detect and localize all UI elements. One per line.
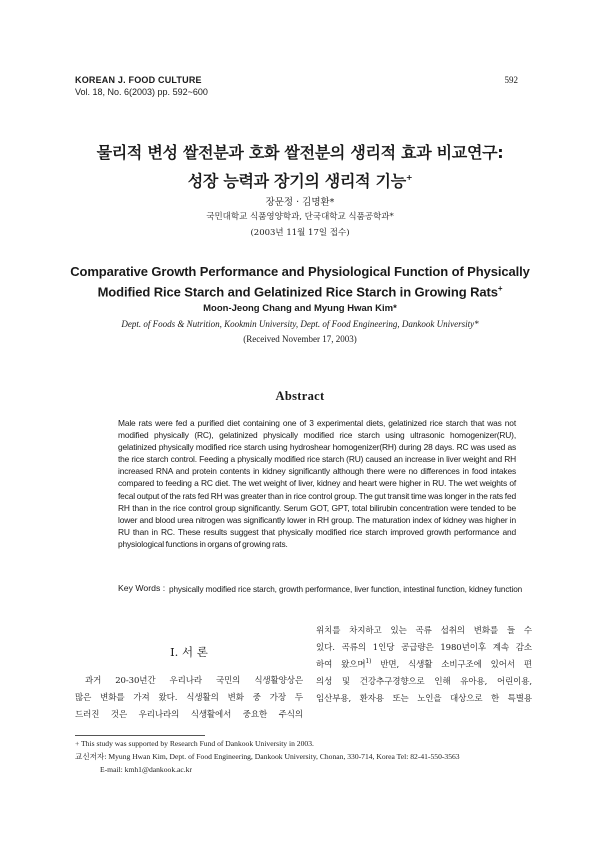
korean-received-date: (2003년 11월 17일 접수)	[250, 228, 350, 238]
footnote-funding: + This study was supported by Research Fund of Dankook University in 2003.	[75, 739, 314, 748]
english-title-mark: +	[497, 284, 503, 293]
english-title-line-2-text: Modified Rice Starch and Gelatinized Rice Starch in Growing Rats	[97, 284, 498, 300]
intro-left-column	[75, 673, 303, 724]
journal-name: KOREAN J. FOOD CULTURE	[75, 75, 202, 85]
volume-info: Vol. 18, No. 6(2003) pp. 592~600	[75, 87, 208, 97]
korean-affiliation: 국민대학교 식품영양학과, 단국대학교 식품공학과*	[206, 212, 394, 222]
english-title	[0, 263, 600, 300]
intro-right-line-part: 하여 왔으며	[316, 660, 366, 670]
page-number: 592	[504, 75, 518, 85]
intro-left-line: 드러진 것은 우리나라의 식생활에서 중요한 주식의	[75, 710, 303, 720]
english-title-line-1: Comparative Growth Performance and Physiological Function of Physically	[70, 264, 530, 279]
english-title-line-2	[0, 280, 600, 300]
abstract-heading: Abstract	[275, 389, 325, 403]
korean-title-mark: +	[405, 173, 413, 182]
footnote-divider	[75, 735, 205, 736]
intro-left-line: 많은 변화를 가져 왔다. 식생활의 변화 중 가장 두	[75, 693, 303, 703]
footnote-email: E-mail: kmh1@dankook.ac.kr	[100, 765, 192, 774]
intro-right-column	[316, 623, 532, 708]
citation-ref: 1)	[365, 658, 372, 666]
section-heading-introduction: I. 서 론	[170, 645, 208, 659]
intro-right-line-part: 반면, 식생활 소비구조에 있어서 편	[371, 660, 532, 670]
english-affiliation: Dept. of Foods & Nutrition, Kookmin University, Dept. of Food Engineering, Dankook University*	[121, 319, 479, 329]
korean-title-line-2-text: 성장 능력과 장기의 생리적 기능	[187, 171, 406, 191]
keywords-label: Key Words :	[118, 583, 166, 593]
abstract-text: Male rats were fed a purified diet containing one of 3 experimental diets, gelatinized rice starch that was not modified physically (RC), gelatinized physically modified rice starch using ultrasonic homogenizer(RU), gelatinized physically modified rice starch using hydroshear homogenizer(RH) during 28 days. RC was used as the rice starch control. Feeding a physically modified rice starch (RU) caused an increase in liver weight and RH increased RNA and protein contents in kidney significantly although there were no differences in food intakes compared to feeding a RC diet. The wet weight of liver, kidney and heart were higher in RU. The wet weights of fecal output of the rats fed RH was greater than in rice control group. The gut transit time was longer in the rats fed RH than in the rice control group significantly. Serum GOT, GPT, total bilirubin concentration were tended to be lower and blood urea nitrogen was significantly lower in RH group. The maturation index of kidney was higher in RU than in RC. These results suggest that physically modified rice starch improved growth performance and physiological functions in organs of growing rats.	[118, 418, 516, 549]
english-received-date: (Received November 17, 2003)	[243, 334, 357, 344]
korean-title-line-1: 물리적 변성 쌀전분과 호화 쌀전분의 생리적 효과 비교연구:	[96, 143, 504, 162]
intro-right-line: 의성 및 건강추구경향으로 인해 유아용, 어린이용,	[316, 677, 532, 687]
korean-title-line-2	[0, 165, 600, 193]
intro-right-line: 있다. 곡류의 1인당 공급량은 1980년이후 계속 감소	[316, 643, 532, 653]
intro-right-line: 위치를 차지하고 있는 곡류 섭취의 변화를 들 수	[316, 626, 532, 636]
intro-left-line: 과거 20-30년간 우리나라 국민의 식생활양상은	[85, 676, 303, 686]
keywords-text: physically modified rice starch, growth performance, liver function, intestinal function, kidney function	[169, 585, 523, 594]
korean-title	[0, 140, 600, 193]
korean-authors: 장문정 · 김명환*	[265, 197, 335, 208]
intro-right-line: 임산부용, 환자용 또는 노인을 대상으로 한 특별용	[316, 694, 532, 704]
english-authors: Moon-Jeong Chang and Myung Hwan Kim*	[203, 303, 397, 314]
footnote-correspondence: 교신저자: Myung Hwan Kim, Dept. of Food Engineering, Dankook University, Chonan, 330-714, Korea Tel: 82-41-550-3563	[75, 752, 460, 761]
intro-right-line	[316, 657, 532, 674]
